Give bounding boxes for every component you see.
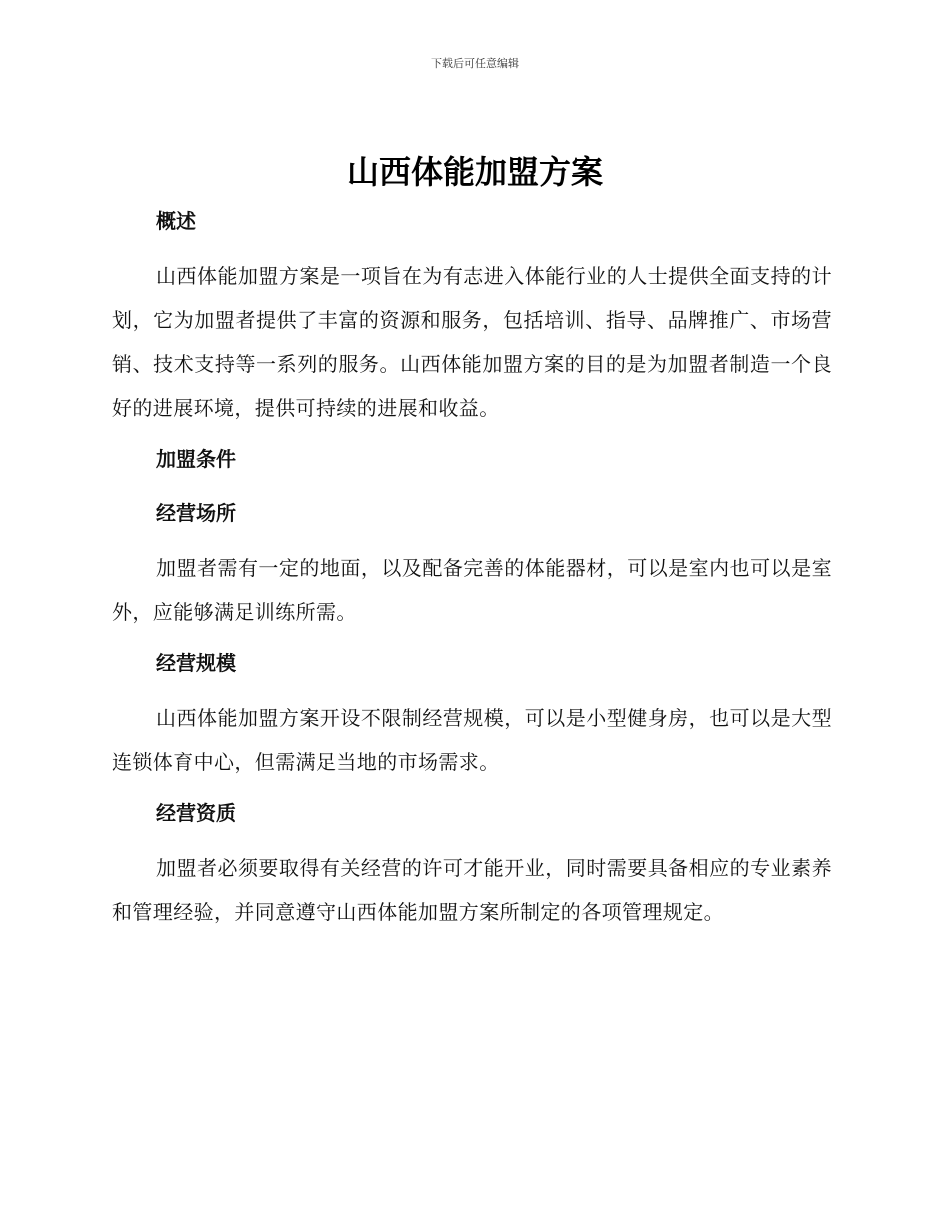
overview-paragraph: 山西体能加盟方案是一项旨在为有志进入体能行业的人士提供全面支持的计划，它为加盟者提供了丰富的资源和服务，包括培训、指导、品牌推广、市场营销、技术支持等一系列的服务。山西体能加盟方案的目的是为加盟者制造一个良好的进展环境，提供可持续的进展和收益。 (112, 264, 832, 420)
conditions-heading: 加盟条件 (156, 447, 236, 471)
venue-paragraph: 加盟者需有一定的地面，以及配备完善的体能器材，可以是室内也可以是室外，应能够满足训练所需。 (112, 556, 832, 624)
document-title: 山西体能加盟方案 (346, 153, 603, 191)
venue-heading: 经营场所 (156, 501, 236, 525)
overview-heading: 概述 (156, 209, 196, 233)
scale-paragraph: 山西体能加盟方案开设不限制经营规模，可以是小型健身房，也可以是大型连锁体育中心，但需满足当地的市场需求。 (112, 706, 832, 774)
qualification-paragraph: 加盟者必须要取得有关经营的许可才能开业，同时需要具备相应的专业素养和管理经验，并同意遵守山西体能加盟方案所制定的各项管理规定。 (112, 856, 832, 924)
document-body (112, 200, 832, 942)
qualification-heading: 经营资质 (156, 801, 236, 825)
page-header-note: 下载后可任意编辑 (431, 57, 519, 70)
scale-heading: 经营规模 (156, 651, 236, 675)
